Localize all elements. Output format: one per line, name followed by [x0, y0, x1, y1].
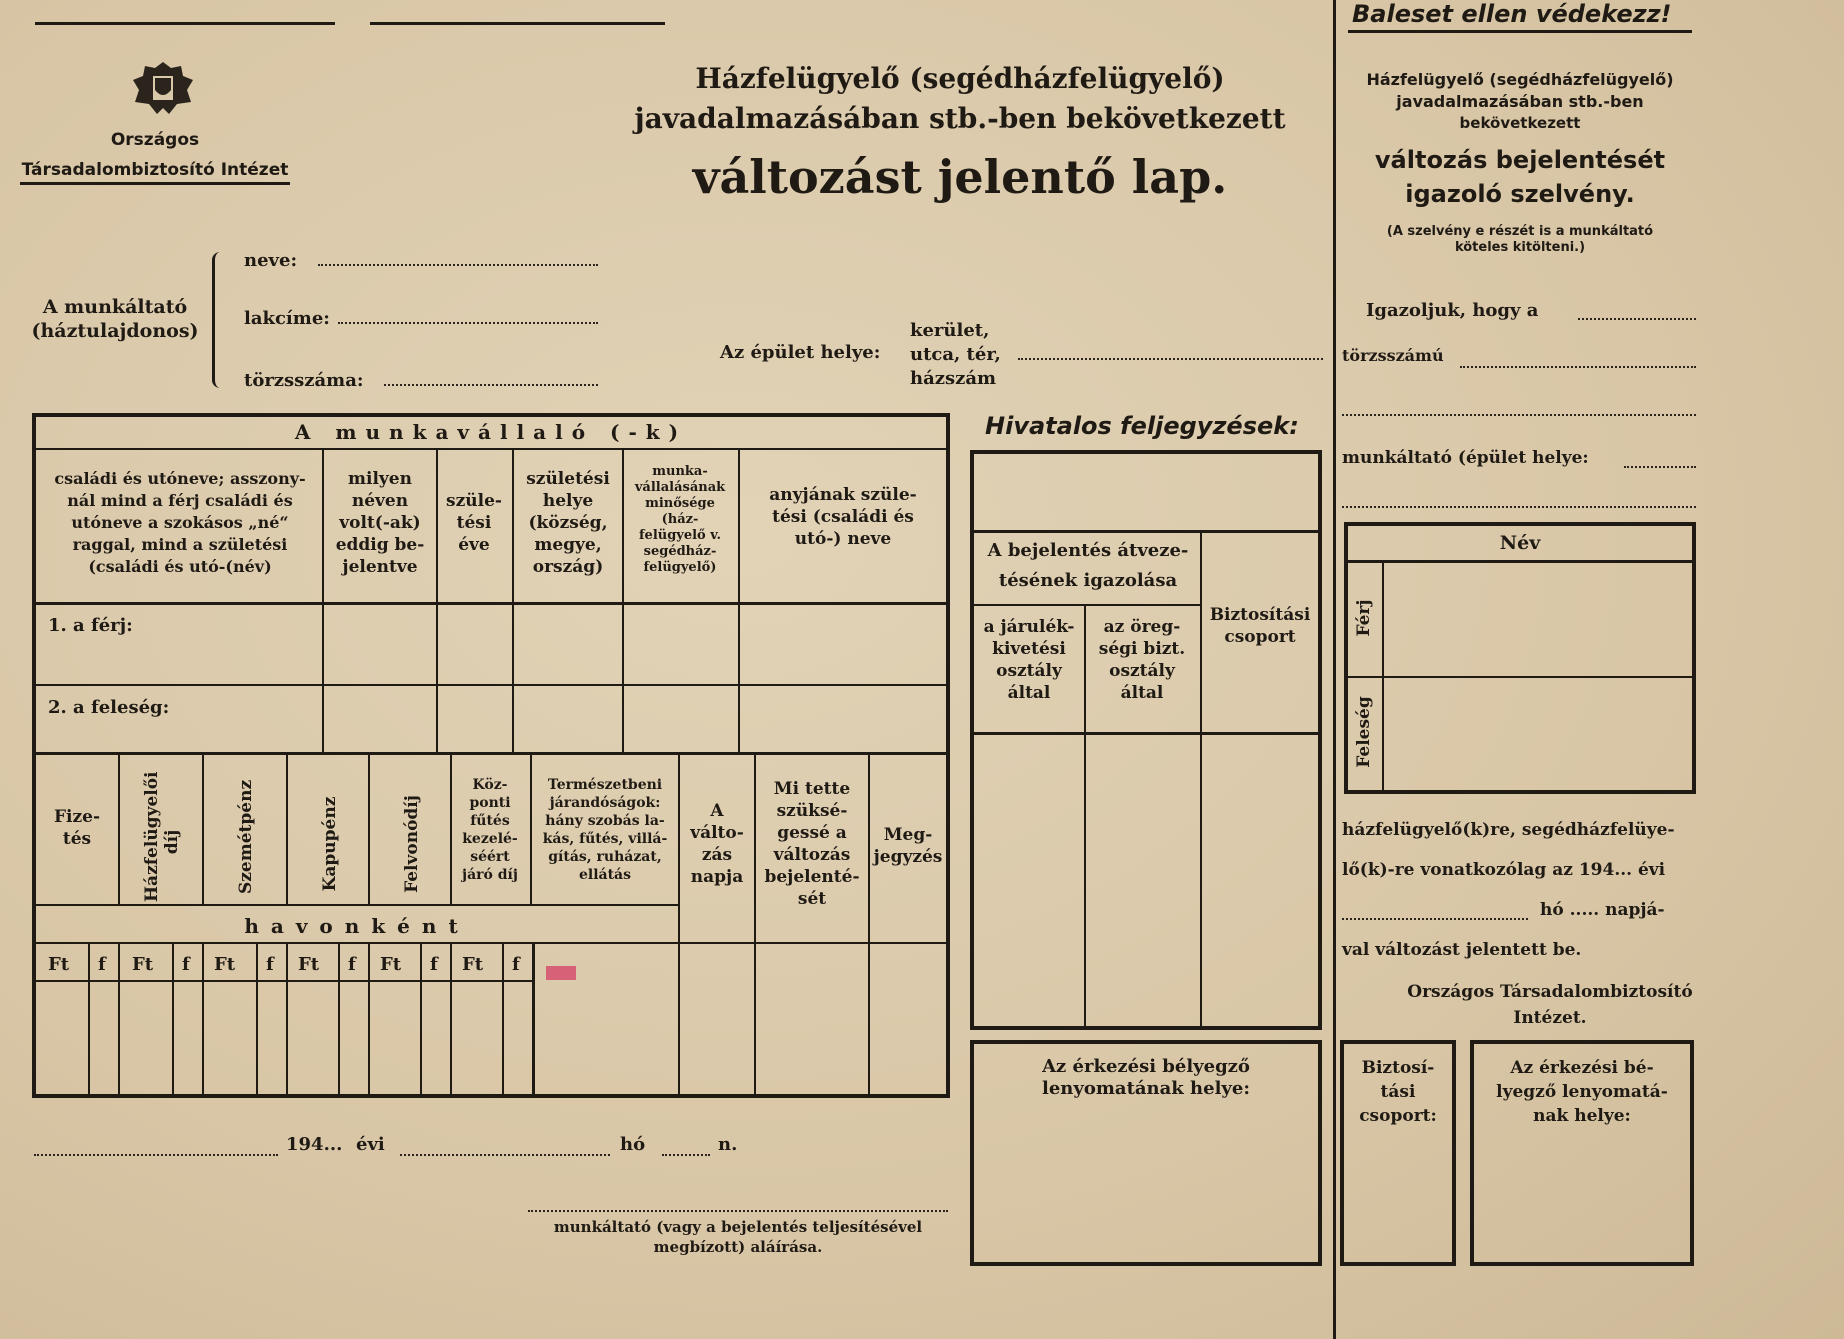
- col-insurance-group: Biztosítási csoport: [1209, 605, 1311, 647]
- stub-text1: házfelügyelő(k)re, segédházfelüye-: [1342, 820, 1675, 840]
- date-year-label: 194...: [286, 1134, 343, 1155]
- date-place-field[interactable]: [34, 1154, 278, 1156]
- stub-igazoljuk: Igazoljuk, hogy a: [1366, 300, 1539, 321]
- col-pension-dept: az öreg- ségi bizt. osztály által: [1098, 617, 1186, 703]
- stub-title1: változás bejelentését: [1374, 146, 1666, 174]
- ft-label: Ft: [462, 954, 484, 975]
- f-label: f: [348, 954, 356, 975]
- institution-line2: Társadalombiztosító Intézet: [20, 160, 290, 185]
- stub-wife-label: Feleség: [1354, 696, 1374, 768]
- f-label: f: [266, 954, 274, 975]
- row-wife-label: 2. a feleség:: [48, 697, 170, 718]
- stub-torzsszamu: törzsszámú: [1342, 346, 1444, 365]
- ft-label: Ft: [214, 954, 236, 975]
- col-salary-header: Fize- tés: [53, 807, 101, 849]
- col-waste-fee-header: Szemétpénz: [236, 779, 256, 894]
- stub-sign2: Intézet.: [1513, 1008, 1587, 1028]
- stub-stamp-label: Az érkezési bé- lyegző lenyomatá- nak helye:: [1496, 1058, 1668, 1126]
- col-birthplace-header: születési helye (község, megye, ország): [526, 469, 610, 577]
- top-rule: [370, 22, 665, 25]
- col-contribution-dept: a járulék- kivetési osztály által: [983, 617, 1075, 703]
- stub-line2: javadalmazásában stb.-ben: [1396, 92, 1644, 111]
- col-name-header: családi és utóneve; asszony- nál mind a férj családi és utóneve a szokásos „né“ raggal, mind a születési (családi és utó-(név): [54, 469, 306, 576]
- ft-label: Ft: [132, 954, 154, 975]
- col-elevator-fee-header: Felvonódíj: [402, 795, 422, 893]
- col-previous-name-header: milyen néven volt(-ak) eddig be- jelentve: [335, 469, 425, 577]
- date-day-field[interactable]: [662, 1154, 710, 1156]
- col-employment-header: munka- vállalásának minősége (ház- felügyelő v. segédház- felügyelő): [634, 464, 726, 575]
- col-gate-fee-header: Kapupénz: [320, 796, 340, 892]
- col-change-date-header: A válto- zás napja: [690, 801, 744, 887]
- signature-line2: megbízott) aláírása.: [653, 1238, 823, 1256]
- date-month-field[interactable]: [400, 1154, 610, 1156]
- date-ho-label: hó: [620, 1134, 646, 1155]
- institution-line1: Országos: [110, 130, 200, 150]
- stub-torzsszamu-field[interactable]: [1460, 366, 1696, 368]
- building-district: kerület,: [910, 320, 990, 341]
- f-label: f: [98, 954, 106, 975]
- signature-line1: munkáltató (vagy a bejelentés teljesítésével: [553, 1218, 923, 1236]
- stub-note1: (A szelvény e részét is a munkáltató: [1386, 224, 1654, 239]
- col-mother-name-header: anyjának szüle- tési (családi és utó-) neve: [769, 485, 917, 549]
- col-heating-fee-header: Köz- ponti fűtés kezelé- séért járó díj: [462, 777, 518, 883]
- stub-employer-field[interactable]: [1624, 466, 1696, 468]
- ft-label: Ft: [380, 954, 402, 975]
- f-label: f: [182, 954, 190, 975]
- col-caretaker-fee-header: Házfelügyelői díj: [142, 771, 182, 902]
- red-stamp-mark: [546, 966, 576, 980]
- stub-text3: hó ..... napjá-: [1540, 900, 1665, 920]
- ft-label: Ft: [48, 954, 70, 975]
- employee-table-title: A munkavállaló (-k): [294, 420, 688, 444]
- employer-brace: [212, 252, 227, 388]
- employer-address-label: lakcíme:: [244, 308, 330, 329]
- stub-text4: val változást jelentett be.: [1342, 940, 1582, 960]
- arrival-stamp-label: Az érkezési bélyegző lenyomatának helye:: [1042, 1056, 1250, 1099]
- building-number: házszám: [910, 368, 997, 389]
- date-n-label: n.: [718, 1134, 738, 1155]
- title-main: változást jelentő lap.: [692, 150, 1228, 204]
- stub-month-field[interactable]: [1342, 918, 1528, 920]
- col-in-kind-header: Természetbeni járandóságok: hány szobás la- kás, fűtés, villá- gítás, ruházat, ellátás: [542, 777, 668, 883]
- stub-insurance-group-label: Biztosí- tási csoport:: [1359, 1058, 1437, 1126]
- employer-address-field[interactable]: [338, 322, 598, 324]
- coat-of-arms-icon: [125, 58, 201, 118]
- building-street: utca, tér,: [910, 344, 1001, 365]
- signature-field[interactable]: [528, 1210, 948, 1212]
- perforation-line: [1333, 0, 1336, 1339]
- stub-line1: Házfelügyelő (segédházfelügyelő): [1366, 70, 1674, 89]
- building-field[interactable]: [1018, 358, 1323, 360]
- stub-note2: köteles kitölteni.): [1454, 240, 1586, 255]
- date-evi-label: évi: [356, 1134, 385, 1155]
- employer-label-line2: (háztulajdonos): [31, 320, 199, 342]
- stub-sign1: Országos Társadalombiztosító: [1407, 982, 1693, 1002]
- row-husband-label: 1. a férj:: [48, 615, 133, 636]
- safety-warning: Baleset ellen védekezz!: [1352, 0, 1672, 28]
- transfer-title: A bejelentés átveze- tésének igazolása: [987, 540, 1189, 591]
- official-notes-title: Hivatalos feljegyzések:: [985, 412, 1299, 440]
- stub-line3: bekövetkezett: [1459, 114, 1581, 132]
- employer-name-label: neve:: [244, 250, 298, 271]
- top-rule: [35, 22, 335, 25]
- building-label: Az épület helye:: [720, 342, 881, 363]
- stub-employer: munkáltató (épület helye:: [1342, 448, 1589, 468]
- stub-extra-field[interactable]: [1342, 414, 1696, 416]
- employer-label-line1: A munkáltató: [42, 296, 188, 318]
- ft-label: Ft: [298, 954, 320, 975]
- title-line2: javadalmazásában stb.-ben bekövetkezett: [634, 102, 1286, 135]
- f-label: f: [430, 954, 438, 975]
- col-birth-year-header: szüle- tési éve: [446, 491, 502, 555]
- employer-regno-label: törzsszáma:: [244, 370, 364, 391]
- monthly-label: havonként: [244, 914, 470, 938]
- col-reason-header: Mi tette szüksé- gessé a változás bejelenté- sét: [764, 779, 860, 909]
- f-label: f: [512, 954, 520, 975]
- stub-name-header: Név: [1499, 532, 1541, 554]
- stub-title2: igazoló szelvény.: [1405, 180, 1635, 208]
- stub-text2: lő(k)-re vonatkozólag az 194... évi: [1342, 860, 1666, 880]
- employer-regno-field[interactable]: [384, 384, 598, 386]
- stub-husband-label: Férj: [1354, 599, 1374, 637]
- col-remarks-header: Meg- jegyzés: [873, 825, 943, 867]
- title-line1: Házfelügyelő (segédházfelügyelő): [695, 62, 1225, 95]
- employer-name-field[interactable]: [318, 264, 598, 266]
- stub-employer-field2[interactable]: [1342, 506, 1696, 508]
- stub-igazoljuk-field[interactable]: [1578, 318, 1696, 320]
